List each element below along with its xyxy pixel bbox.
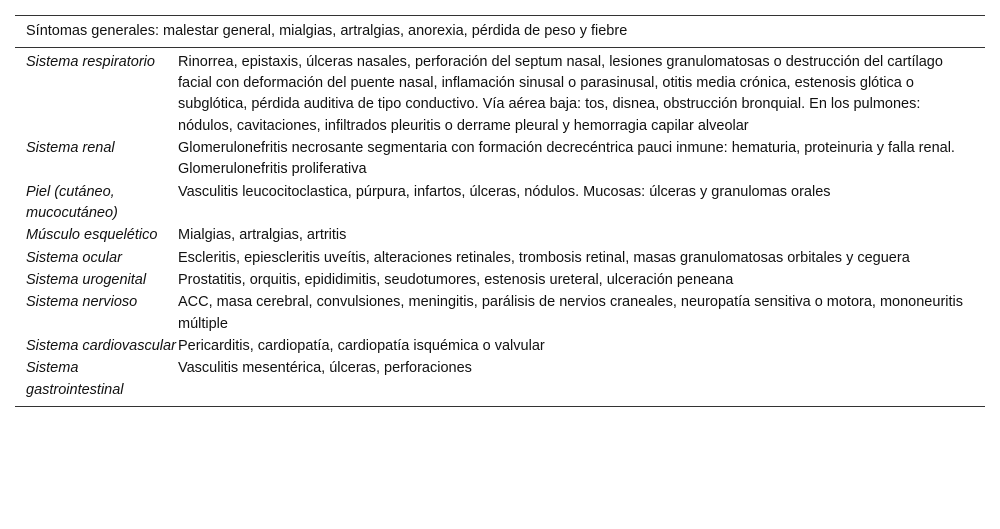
row-description: Mialgias, artralgias, artritis (178, 227, 347, 244)
row-description: ACC, masa cerebral, convulsiones, meningitis, parálisis de nervios craneales, neuropatía sensitiva o motora, mononeuritis múltiple (178, 294, 963, 332)
table-header: Síntomas generales: malestar general, mialgias, artralgias, anorexia, pérdida de peso y fiebre (26, 23, 628, 39)
table-row (15, 292, 985, 334)
row-category: Sistema urogenital (26, 271, 147, 288)
table-row (15, 270, 985, 291)
row-category: Sistema cardiovascular (26, 337, 176, 354)
table-row (15, 182, 985, 224)
row-category: Sistema nervioso (26, 294, 138, 311)
row-category: Músculo esquelético (26, 227, 158, 244)
table-row (15, 248, 985, 269)
row-category: Piel (cutáneo, mucocutáneo) (26, 183, 118, 221)
row-description: Pericarditis, cardiopatía, cardiopatía isquémica o valvular (178, 337, 545, 354)
row-category: Sistema gastrointestinal (26, 360, 124, 398)
row-description: Prostatitis, orquitis, epididimitis, seudotumores, estenosis ureteral, ulceración peneana (178, 271, 734, 288)
row-category: Sistema ocular (26, 249, 122, 266)
row-category: Sistema renal (26, 140, 115, 156)
table-row (15, 138, 985, 180)
row-description: Rinorrea, epistaxis, úlceras nasales, perforación del septum nasal, lesiones granulomatosas o destrucción del cartílago facial con deformación del puente nasal, inflamación sinusal o parasinusal, otitis media crónica, estenosis glótica o subglótica, pérdida auditiva de tipo conductivo. Vía aérea baja: tos, disnea, obstrucción bronquial. En los pulmones: nódulos, cavitaciones, infiltrados pleuritis o derrame pleural y hemorragia capilar alveolar (178, 54, 943, 134)
table-body (15, 48, 985, 406)
row-category: Sistema respiratorio (26, 54, 155, 70)
table-row (15, 52, 985, 137)
row-description: Vasculitis leucocitoclastica, púrpura, infartos, úlceras, nódulos. Mucosas: úlceras y granulomas orales (178, 183, 831, 200)
row-description: Escleritis, epiescleritis uveítis, alteraciones retinales, trombosis retinal, masas granulomatosas orbitales y ceguera (178, 249, 910, 266)
table-row (15, 336, 985, 357)
symptoms-table (15, 15, 985, 407)
table-row (15, 358, 985, 400)
table-bottom-rule (15, 406, 985, 407)
row-description: Vasculitis mesentérica, úlceras, perforaciones (178, 360, 472, 377)
table-row (15, 225, 985, 246)
row-description: Glomerulonefritis necrosante segmentaria con formación decrecéntrica pauci inmune: hematuria, proteinuria y falla renal. Glomerulonefritis proliferativa (178, 140, 955, 178)
